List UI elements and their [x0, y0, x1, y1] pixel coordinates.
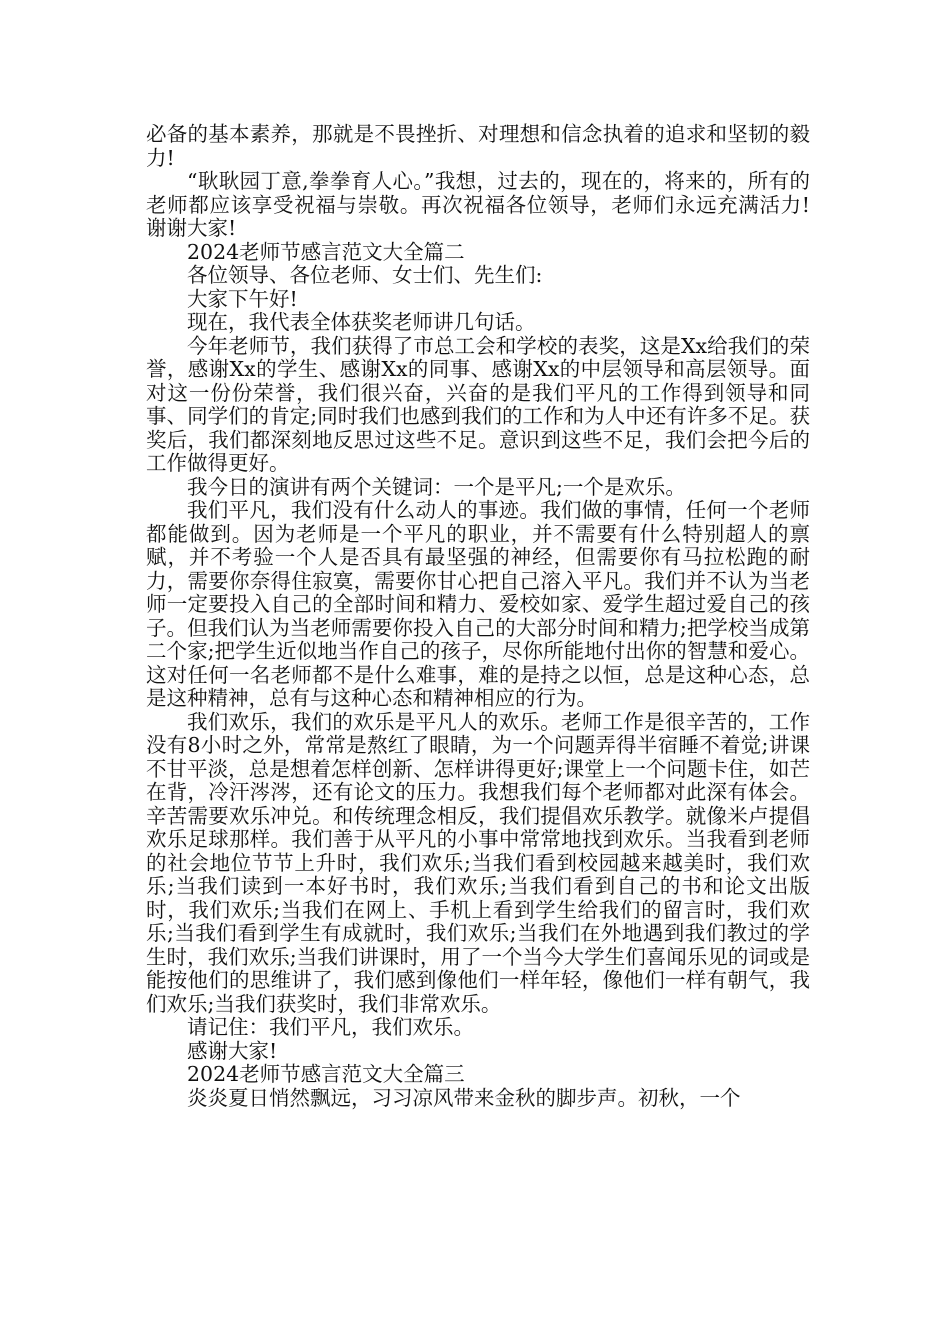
paragraph-intro-continuation: 必备的基本素养，那就是不畏挫折、对理想和信念执着的追求和坚韧的毅力!: [146, 122, 810, 170]
paragraph-remember: 请记住：我们平凡，我们欢乐。: [187, 1015, 474, 1039]
paragraph-ordinary: 我们平凡，我们没有什么动人的事迹。我们做的事情，任何一个老师都能做到。因为老师是一个平凡的职业，并不需要有什么特别超人的禀赋，并不考验一个人是否具有最坚强的神经，但需要你有马拉松跑的耐力，需要你奈得住寂寞，需要你甘心把自己溶入平凡。我们并不认为当老师一定要投入自己的全部时间和精力、爱校如家、爱学生超过爱自己的孩子。但我们认为当老师需要你投入自己的大部分时间和精力;把学校当成第二个家;把学生近似地当作自己的孩子，尽你所能地付出你的智慧和爱心。这对任何一名老师都不是什么难事，难的是持之以恒，总是这种心态，总是这种精神，总有与这种心态和精神相应的行为。: [146, 498, 810, 710]
paragraph-closing-blessing: “耿耿园丁意,拳拳育人心。”我想，过去的，现在的，将来的，所有的老师都应该享受祝福与崇敬。再次祝福各位领导，老师们永远充满活力!谢谢大家!: [146, 169, 810, 240]
section-title-part-two: 2024老师节感言范文大全篇二: [187, 239, 465, 264]
paragraph-joy: 我们欢乐，我们的欢乐是平凡人的欢乐。老师工作是很辛苦的，工作没有8小时之外，常常是熬红了眼睛，为一个问题弄得半宿睡不着觉;讲课不甘平淡，总是想着怎样创新、怎样讲得更好;课堂上一个问题卡住，如芒在背，冷汗涔涔，还有论文的压力。我想我们每个老师都对此深有体会。辛苦需要欢乐冲兑。和传统理念相反，我们提倡欢乐教学。就像米卢提倡欢乐足球那样。我们善于从平凡的小事中常常地找到欢乐。当我看到老师的社会地位节节上升时，我们欢乐;当我们看到校园越来越美时，我们欢乐;当我们读到一本好书时，我们欢乐;当我们看到自己的书和论文出版时，我们欢乐;当我们在网上、手机上看到学生给我们的留言时，我们欢乐;当我们看到学生有成就时，我们欢乐;当我们在外地遇到我们教过的学生时，我们欢乐;当我们讲课时，用了一个当今大学生们喜闻乐见的词或是能按他们的思维讲了，我们感到像他们一样年轻，像他们一样有朝气，我们欢乐;当我们获奖时，我们非常欢乐。: [146, 709, 810, 1016]
document-page: [146, 123, 810, 1110]
paragraph-award: 今年老师节，我们获得了市总工会和学校的表奖，这是Xx给我们的荣誉，感谢Xx的学生、感谢Xx的同事、感谢Xx的中层领导和高层领导。面对这一份份荣誉，我们很兴奋，兴奋的是我们平凡的工作得到领导和同事、同学们的肯定;同时我们也感到我们的工作和为人中还有许多不足。获奖后，我们都深刻地反思过这些不足。意识到这些不足，我们会把今后的工作做得更好。: [146, 333, 810, 475]
paragraph-greeting: 大家下午好!: [187, 286, 298, 311]
section-title-part-three: 2024老师节感言范文大全篇三: [187, 1062, 465, 1086]
paragraph-representative: 现在，我代表全体获奖老师讲几句话。: [187, 310, 536, 334]
paragraph-thanks: 感谢大家!: [187, 1038, 278, 1063]
paragraph-autumn-opening: 炎炎夏日悄然飘远，习习凉风带来金秋的脚步声。初秋，一个: [187, 1085, 741, 1110]
paragraph-keywords: 我今日的演讲有两个关键词：一个是平凡;一个是欢乐。: [187, 474, 686, 499]
paragraph-salutation: 各位领导、各位老师、女士们、先生们:: [187, 263, 543, 287]
